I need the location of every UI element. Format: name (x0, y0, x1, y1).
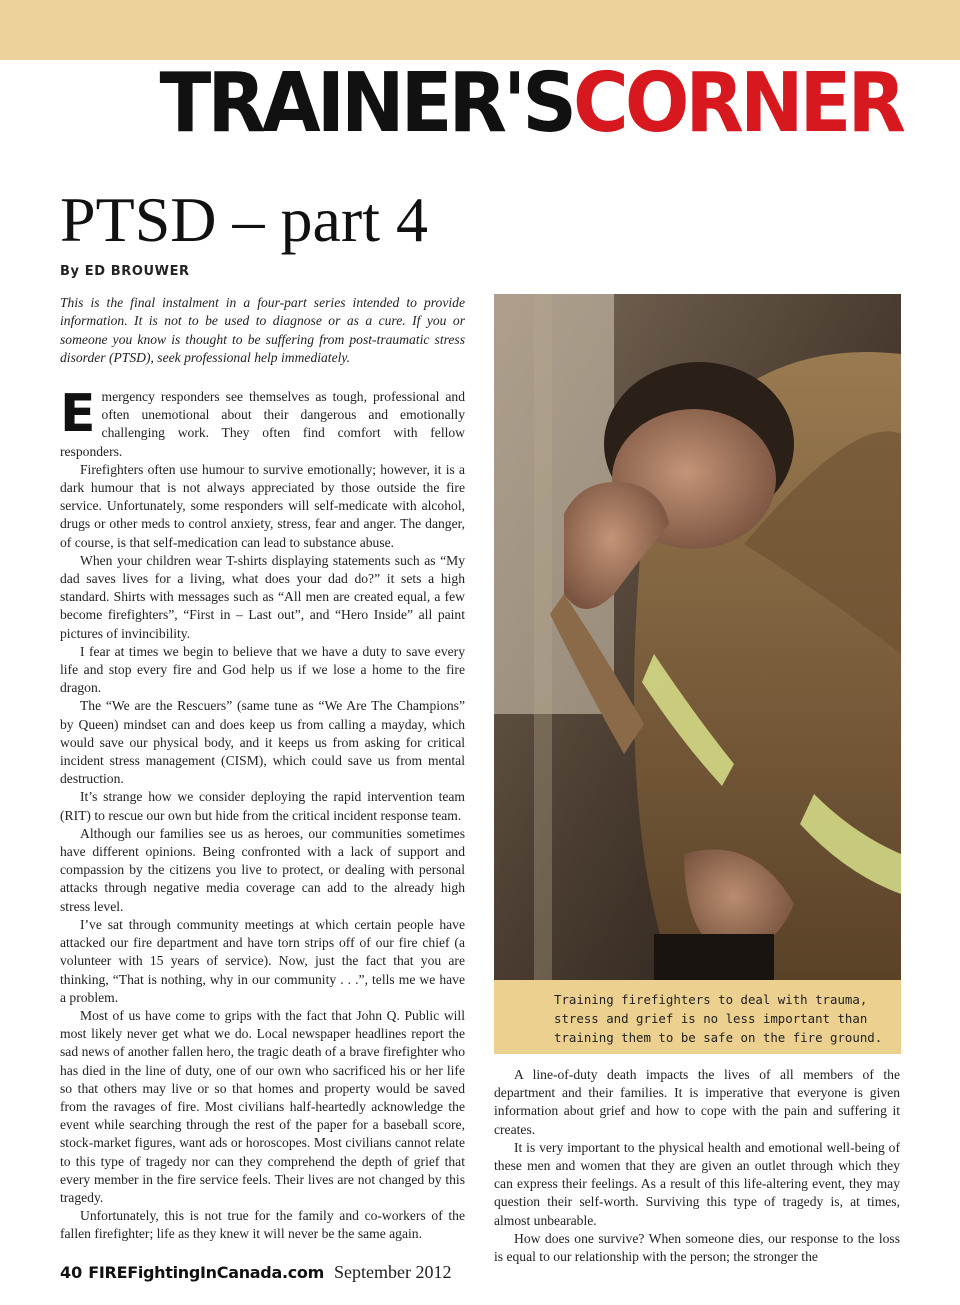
body-paragraph: I fear at times we begin to believe that we have a duty to save every life and stop every fire and God help us if we lose a home to the fire dragon. (60, 643, 465, 696)
firefighter-photo (494, 294, 901, 980)
header-word-trainers: TRAINER'S (159, 54, 574, 151)
article-title: PTSD – part 4 (60, 184, 428, 255)
body-paragraph: Unfortunately, this is not true for the family and co-workers of the fallen firefighter; life as they knew it will never be the same again. (60, 1208, 465, 1242)
photo-caption-box (494, 980, 901, 1054)
body-paragraph: Most of us have come to grips with the fact that John Q. Public will most likely never get what we do. Local newspaper headlines report the sad news of another fallen hero, the tragic death of a brave firefighter who has died in the line of duty, one of our own who sacrificed his or her life so that others may live or so that homes and property would be saved from the ravages of fire. Most civilians half-heartedly acknowledge the event while searching through the rest of the paper for a baseball score, stock-market figures, want ads or horoscopes. Most civilians cannot relate to this type of tragedy nor can they comprehend the depth of grief that every member in the fire service feels. Their lives are not changed by this tragedy. (60, 1007, 465, 1205)
body-paragraph: Although our families see us as heroes, our communities sometimes have different opinions. Being confronted with a lack of support and compassion by the citizens you live to protect, or dealing with personal attacks through negative media coverage can add to the already high stress level. (60, 825, 465, 914)
body-paragraph: Emergency responders see themselves as tough, professional and often unemotional about their dangerous and emotionally challenging work. They often find comfort with fellow responders. (60, 384, 465, 459)
page-number: 40 (60, 1263, 83, 1282)
article-intro: This is the final instalment in a four-part series intended to provide information. It is not to be used to diagnose or as a cure. If you or someone you know is thought to be suffering from post-traumatic stress disorder (PTSD), seek professional help immediately. (60, 295, 465, 366)
section-header (159, 54, 902, 151)
issue-date: September 2012 (333, 1262, 452, 1282)
body-paragraph: It is very important to the physical health and emotional well-being of these men and women that they are given an outlet through which they can express their feelings. As a result of this life-altering event, they may question their self-worth. Surviving this type of tragedy is, at times, almost unbearable. (494, 1139, 900, 1228)
body-paragraph: Firefighters often use humour to survive emotionally; however, it is a dark humour that is not always appreciated by those outside the fire service. Unfortunately, some responders will self-medicate with alcohol, drugs or other meds to control anxiety, stress, fear and anger. The danger, of course, is that self-medication can lead to substance abuse. (60, 461, 465, 550)
article-column-left (60, 384, 465, 1244)
article-byline: By ED BROUWER (60, 264, 190, 279)
header-word-corner: CORNER (573, 54, 902, 151)
firefighter-photo-illustration (494, 294, 901, 980)
article-column-right (494, 1066, 900, 1266)
body-paragraph: A line-of-duty death impacts the lives of all members of the department and their families. It is imperative that everyone is given information about grief and how to cope with the pain and suffering it creates. (494, 1067, 900, 1137)
body-paragraph: When your children wear T-shirts displaying statements such as “My dad saves lives for a living, what does your dad do?” it sets a high standard. Shirts with messages such as “All men are created equal, a few become firefighters”, “First in – Last out”, and “Hero Inside” all paint pictures of invincibility. (60, 552, 465, 641)
publication-website: FIREFightingInCanada.com (88, 1263, 324, 1282)
body-paragraph: It’s strange how we consider deploying the rapid intervention team (RIT) to rescue our own but hide from the critical incident response team. (60, 789, 465, 823)
page-footer (60, 1262, 451, 1283)
body-paragraph: I’ve sat through community meetings at which certain people have attacked our fire department and have torn strips off of our fire chief (a volunteer with 15 years of service). Now, just the fact that you are thinking, “That is nothing, why in our community . . .”, tells me we have a problem. (60, 916, 465, 1005)
top-color-band (0, 0, 960, 60)
body-paragraph: The “We are the Rescuers” (same tune as “We Are The Champions” by Queen) mindset can and does keep us from calling a mayday, which would save our physical body, and it keeps us from asking for critical incident stress management (CISM), which could save us from mental destruction. (60, 698, 465, 787)
body-paragraph: How does one survive? When someone dies, our response to the loss is equal to our relationship with the person; the stronger the (494, 1230, 900, 1265)
drop-cap: E (60, 384, 96, 444)
photo-caption: Training firefighters to deal with trauma, stress and grief is no less important than training them to be safe on the fire ground. (554, 992, 883, 1045)
